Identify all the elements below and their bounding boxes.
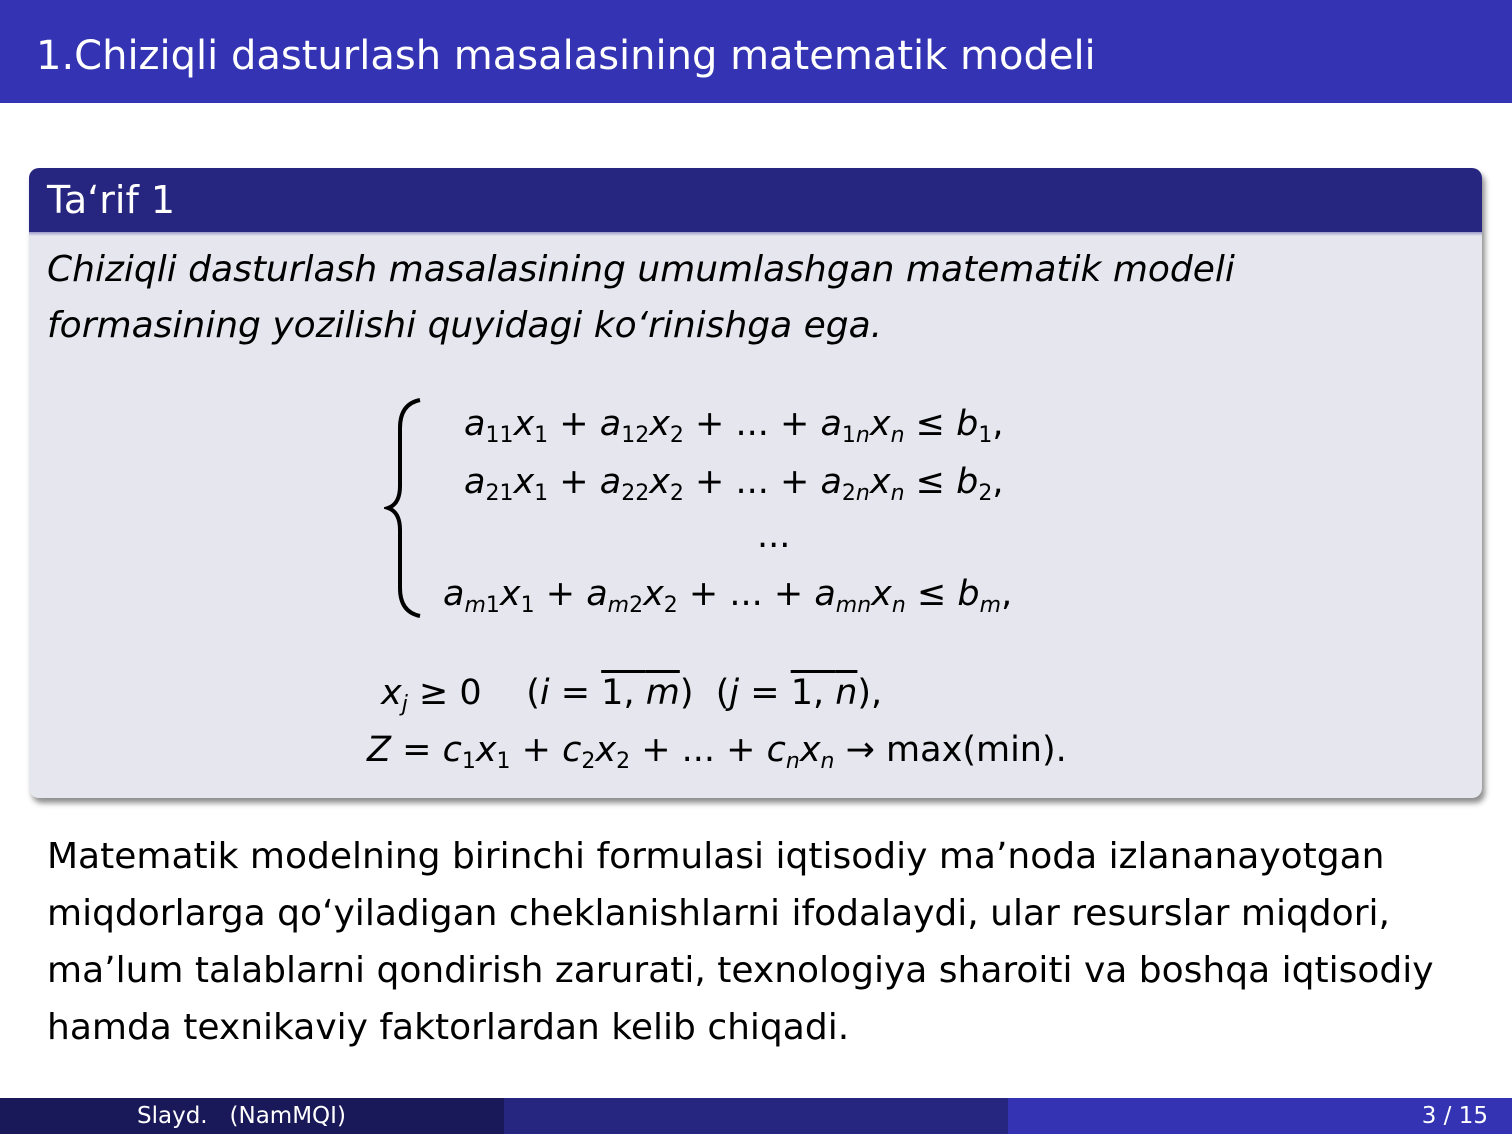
definition-header: [29, 168, 1482, 232]
constraint-m: $a_{m1}x_1 + a_{m2}x_2$ + ... + $a_{mn}x_n \le b_m$,: [443, 574, 1013, 618]
definition-block: [29, 168, 1482, 798]
frame-title: 1.Chiziqli dasturlash masalasining matematik modeli: [36, 33, 1096, 79]
footer-author: Slayd. (NamMQI): [137, 1103, 346, 1129]
constraint-ellipsis: ...: [757, 516, 791, 556]
footer-right: [1008, 1098, 1512, 1134]
left-brace: [384, 398, 424, 618]
nonnegativity-condition: $x_j \ge 0$ (i = 1, m) (j = 1, n),: [381, 673, 883, 717]
frame-title-bar: [0, 0, 1512, 103]
objective-function: $Z = c_1x_1 + c_2x_2$ + ... + $c_nx_n \to \max(\min)$.: [367, 730, 1067, 774]
constraint-2: $a_{21}x_1 + a_{22}x_2$ + ... + $a_{2n}x_n \le b_2$,: [464, 462, 1004, 506]
body-paragraph: Matematik modelning birinchi formulasi iqtisodiy ma’noda izlananayotgan miqdorlarga qo‘yiladigan cheklanishlarni ifodalaydi, ular resurslar miqdori, ma’lum talablarni qondirish zarurati, texnologiya sharoiti va boshqa iqtisodiy hamda texnikaviy faktorlardan kelib chiqadi.: [47, 836, 1434, 1048]
constraint-1: $a_{11}x_1 + a_{12}x_2$ + ... + $a_{1n}x_n \le b_1$,: [464, 404, 1004, 448]
definition-title: Ta‘rif 1: [47, 178, 176, 222]
footer-bar: [0, 1098, 1512, 1134]
definition-text: Chiziqli dasturlash masalasining umumlashgan matematik modeli formasining yozilishi quyidagi ko‘rinishga ega.: [47, 249, 1235, 346]
footer-middle: [504, 1098, 1008, 1134]
page-number: 3 / 15: [1421, 1103, 1488, 1129]
footer-left: [0, 1098, 504, 1134]
